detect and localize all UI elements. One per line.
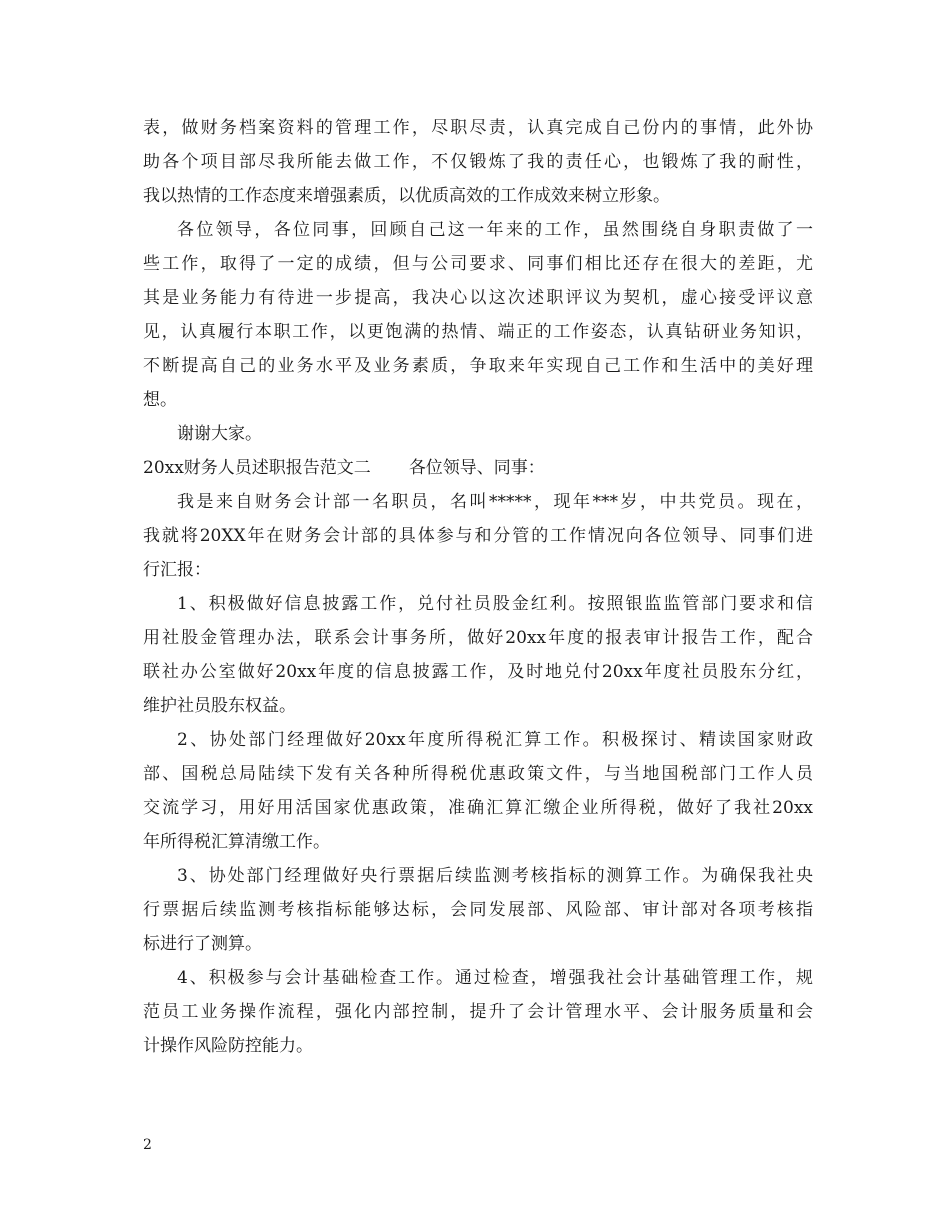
paragraph-line: 助各个项目部尽我所能去做工作，不仅锻炼了我的责任心，也锻炼了我的耐性，: [143, 152, 813, 172]
paragraph-line: 些工作，取得了一定的成绩，但与公司要求、同事们相比还存在很大的差距，尤: [143, 254, 813, 274]
paragraph-line: 2、协处部门经理做好20xx年度所得税汇算工作。积极探讨、精读国家财政: [177, 730, 813, 750]
paragraph-line: 各位领导，各位同事，回顾自己这一年来的工作，虽然围绕自身职责做了一: [177, 220, 813, 240]
paragraph-line: 我是来自财务会计部一名职员，名叫*****，现年***岁，中共党员。现在，: [177, 492, 813, 512]
paragraph-line: 标进行了测算。: [143, 934, 262, 954]
paragraph-line: 年所得税汇算清缴工作。: [143, 832, 330, 852]
paragraph-line: 联社办公室做好20xx年度的信息披露工作，及时地兑付20xx年度社员股东分红，: [143, 662, 813, 682]
paragraph-line: 行票据后续监测考核指标能够达标，会同发展部、风险部、审计部对各项考核指: [143, 900, 813, 920]
paragraph-line: 维护社员股东权益。: [143, 696, 296, 716]
paragraph-line: 交流学习，用好用活国家优惠政策，准确汇算汇缴企业所得税，做好了我社20xx: [143, 798, 813, 818]
paragraph-line: 我以热情的工作态度来增强素质，以优质高效的工作成效来树立形象。: [143, 186, 670, 206]
section-heading-line: [143, 452, 813, 484]
paragraph-line: 行汇报：: [143, 560, 211, 580]
paragraph-line: 谢谢大家。: [177, 424, 262, 444]
paragraph-line: 其是业务能力有待进一步提高，我决心以这次述职评议为契机，虚心接受评议意: [143, 288, 813, 308]
salutation: 各位领导、同事：: [408, 458, 545, 478]
paragraph-line: 部、国税总局陆续下发有关各种所得税优惠政策文件，与当地国税部门工作人员: [143, 764, 813, 784]
page-number: 2: [143, 1137, 152, 1153]
paragraph-line: 想。: [143, 390, 177, 410]
paragraph-line: 1、积极做好信息披露工作，兑付社员股金红利。按照银监监管部门要求和信: [177, 594, 813, 614]
paragraph-line: 不断提高自己的业务水平及业务素质，争取来年实现自己工作和生活中的美好理: [143, 356, 813, 376]
paragraph-line: 范员工业务操作流程，强化内部控制，提升了会计管理水平、会计服务质量和会: [143, 1002, 813, 1022]
paragraph-line: 计操作风险防控能力。: [143, 1036, 313, 1056]
paragraph-line: 表，做财务档案资料的管理工作，尽职尽责，认真完成自己份内的事情，此外协: [143, 118, 813, 138]
paragraph-line: 4、积极参与会计基础检查工作。通过检查，增强我社会计基础管理工作，规: [177, 968, 813, 988]
document-body: [143, 112, 813, 1064]
section-title: 20xx财务人员述职报告范文二: [143, 458, 371, 478]
paragraph-line: 见，认真履行本职工作，以更饱满的热情、端正的工作姿态，认真钻研业务知识，: [143, 322, 813, 342]
paragraph-line: 3、协处部门经理做好央行票据后续监测考核指标的测算工作。为确保我社央: [177, 866, 813, 886]
paragraph-line: 用社股金管理办法，联系会计事务所，做好20xx年度的报表审计报告工作，配合: [143, 628, 813, 648]
paragraph-line: 我就将20XX年在财务会计部的具体参与和分管的工作情况向各位领导、同事们进: [143, 526, 813, 546]
